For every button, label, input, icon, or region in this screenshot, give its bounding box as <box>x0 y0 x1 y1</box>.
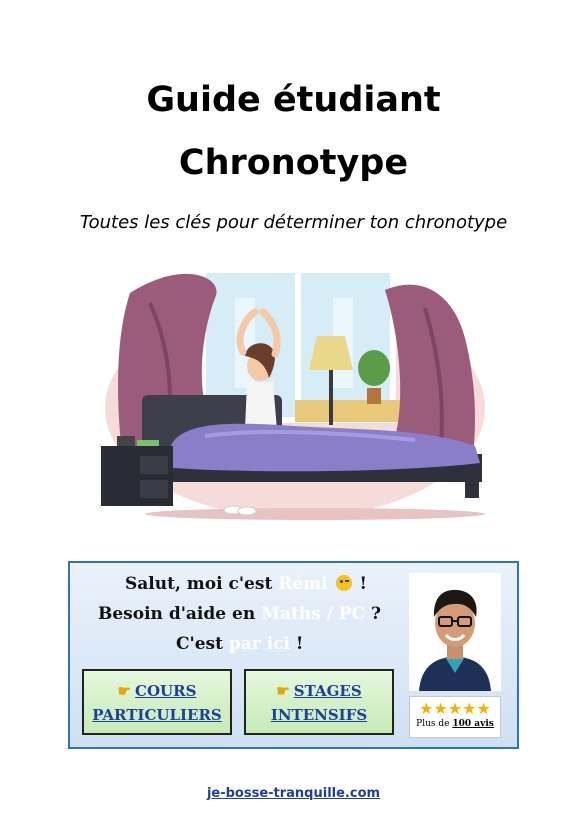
pointing-hand-icon: ☛ <box>276 682 290 700</box>
call-link-text[interactable]: par ici <box>228 634 290 654</box>
subtitle: Toutes les clés pour déterminer ton chronotype <box>79 212 508 233</box>
tutor-photo <box>409 573 501 691</box>
promo-call <box>176 634 303 654</box>
intensive-courses-button[interactable] <box>244 669 394 735</box>
winking-face-icon <box>336 575 352 591</box>
greeting-text: Salut, moi c'est <box>125 574 279 594</box>
cta2-line1: STAGES <box>293 682 362 700</box>
five-star-rating-icon: ★★★★★ <box>419 699 491 718</box>
call-end: ! <box>289 634 304 654</box>
woman-waking-up-illustration <box>95 258 495 528</box>
tutor-name: Rémi <box>278 574 328 594</box>
reviews-number: 100 avis <box>452 719 494 729</box>
subject-text: Maths / PC <box>261 604 366 624</box>
tutoring-promo-banner <box>68 561 519 749</box>
cta2-line2: INTENSIFS <box>270 706 368 724</box>
greeting-end: ! <box>353 574 367 594</box>
promo-greeting <box>125 574 367 594</box>
private-lessons-button[interactable] <box>82 669 232 735</box>
title-line-2: Chronotype <box>178 143 409 183</box>
reviews-prefix: Plus de <box>416 719 453 729</box>
cta1-line1: COURS <box>135 682 197 700</box>
website-link[interactable]: je-bosse-tranquille.com <box>206 786 381 801</box>
question-text: Besoin d'aide en <box>98 604 262 624</box>
reviews-count <box>410 719 500 729</box>
question-end: ? <box>365 604 381 624</box>
cta1-line2: PARTICULIERS <box>92 706 222 724</box>
call-text: C'est <box>176 634 229 654</box>
title-line-1: Guide étudiant <box>146 80 441 120</box>
promo-question <box>98 604 381 624</box>
reviews-badge[interactable] <box>409 696 501 738</box>
pointing-hand-icon: ☛ <box>117 682 132 700</box>
